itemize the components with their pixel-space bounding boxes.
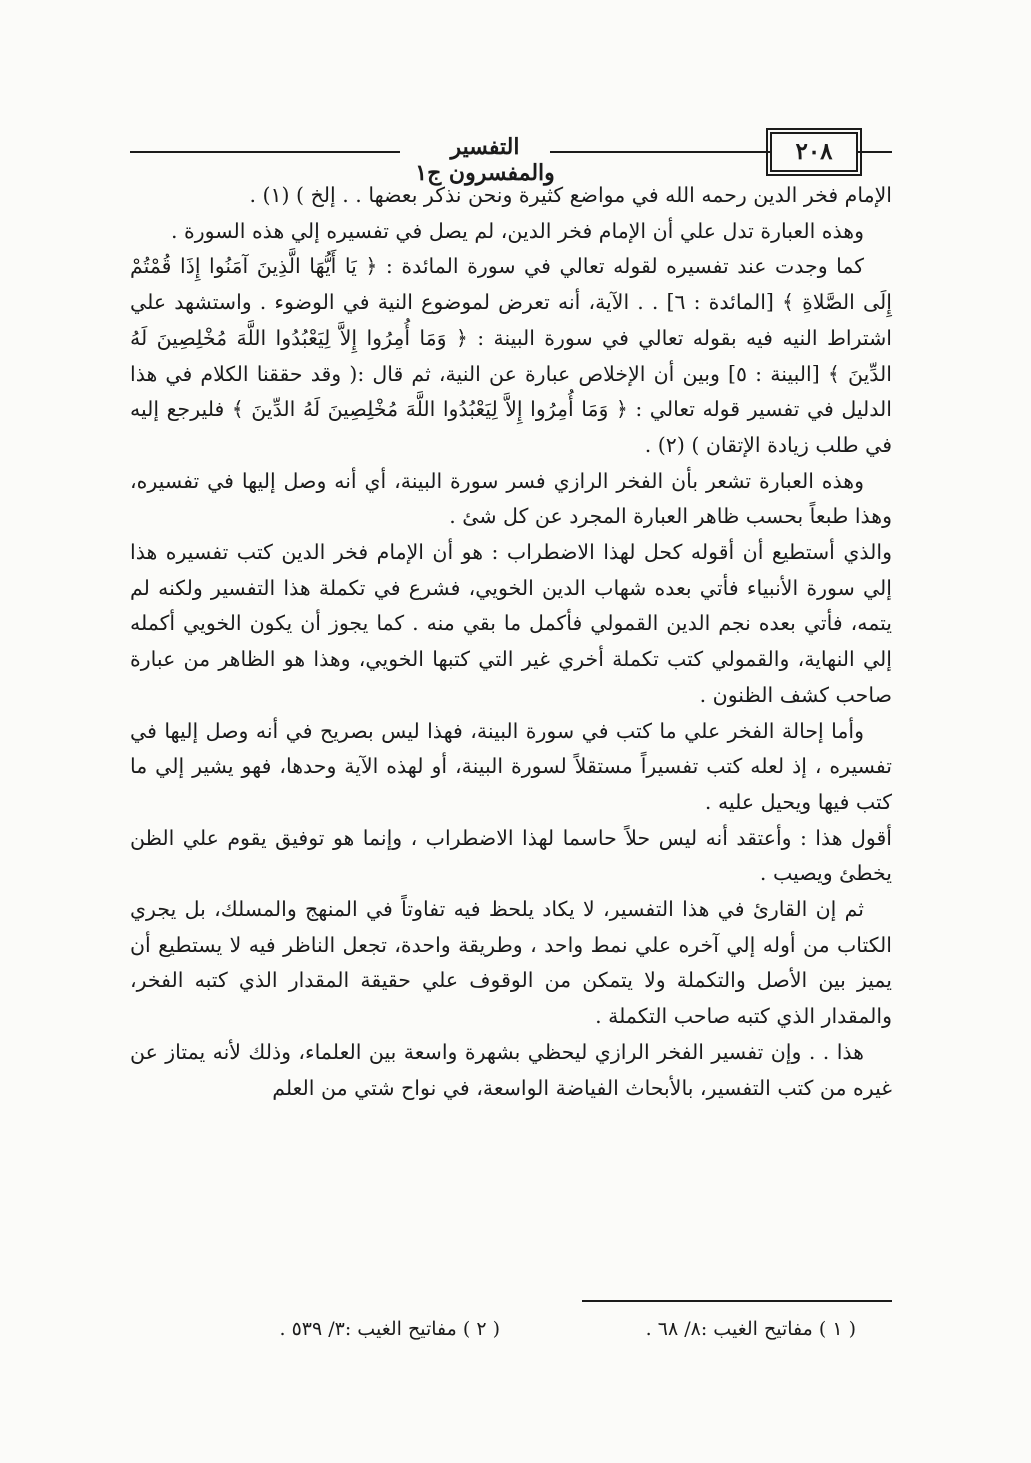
footnote-1: ( ١ ) مفاتيح الغيب :٨/ ٦٨ . bbox=[645, 1318, 856, 1340]
header-rule-right bbox=[860, 151, 892, 153]
book-page bbox=[130, 128, 892, 1378]
paragraph: وهذه العبارة تدل علي أن الإمام فخر الدين، لم يصل في تفسيره إلي هذه السورة . bbox=[170, 218, 864, 243]
paragraph: وأما إحالة الفخر علي ما كتب في سورة البينة، فهذا ليس بصريح في أنه وصل إليها في تفسيره ، إذ لعله كتب تفسيراً مستقلاً لسورة البينة، أو لهذه الآية وحدها، فهو يشير إلي ما كتب فيها ويحيل عليه . bbox=[130, 718, 892, 814]
paragraph: كما وجدت عند تفسيره لقوله تعالي في سورة المائدة : ﴿ يَا أَيُّهَا الَّذِينَ آمَنُوا إِذَا قُمْتُمْ إِلَى الصَّلاةِ ﴾ [المائدة : ٦] . . الآية، أنه تعرض لموضوع النية في الوضوء . واستشهد علي اشتراط النيه فيه بقوله تعالي في سورة البينة : ﴿ وَمَا أُمِرُوا إِلاَّ لِيَعْبُدُوا اللَّهَ مُخْلِصِينَ لَهُ الدِّينَ ﴾ [البينة : ٥] وبين أن الإخلاص عبارة عن النية، ثم قال :( وقد حققنا الكلام في هذا الدليل في تفسير قوله تعالي : ﴿ وَمَا أُمِرُوا إِلاَّ لِيَعْبُدُوا اللَّهَ مُخْلِصِينَ لَهُ الدِّينَ ﴾ فليرجع إليه في طلب زيادة الإتقان ) (٢) . bbox=[130, 254, 892, 457]
page-number: ٢٠٨ bbox=[770, 132, 858, 172]
paragraph: ثم إن القارئ في هذا التفسير، لا يكاد يلحظ فيه تفاوتاً في المنهج والمسلك، بل يجري الكتاب من أوله إلي آخره علي نمط واحد ، وطريقة واحدة، تجعل الناظر فيه لا يستطيع أن يميز بين الأصل والتكملة ولا يتمكن من الوقوف علي حقيقة المقدار الذي كتبه الفخر، والمقدار الذي كتبه صاحب التكملة . bbox=[130, 897, 892, 1029]
running-title: التفسير والمفسرون ج١ bbox=[400, 134, 570, 186]
paragraph: هذا . . وإن تفسير الفخر الرازي ليحظي بشهرة واسعة بين العلماء، وذلك لأنه يمتاز عن غيره من كتب التفسير، بالأبحاث الفياضة الواسعة، في نواح شتي من العلم bbox=[130, 1039, 892, 1100]
paragraph: وهذه العبارة تشعر بأن الفخر الرازي فسر سورة البينة، أي أنه وصل إليها في تفسيره، وهذا طبعاً بحسب ظاهر العبارة المجرد عن كل شئ . bbox=[130, 468, 892, 529]
running-header bbox=[130, 128, 892, 186]
header-rule-left bbox=[130, 151, 420, 153]
paragraph: والذي أستطيع أن أقوله كحل لهذا الاضطراب : هو أن الإمام فخر الدين كتب تفسيره هذا إلي سورة الأنبياء فأتي بعده شهاب الدين الخويي، فشرع في تكملة هذا التفسير ولكنه لم يتمه، فأتي بعده نجم الدين القمولي فأكمل ما بقي منه . كما يجوز أن يكون الخويي أكمله إلي النهاية، والقمولي كتب تكملة أخري غير التي كتبها الخويي، وهذا هو الظاهر من عبارة صاحب كشف الظنون . bbox=[130, 540, 892, 707]
paragraph: أقول هذا : وأعتقد أنه ليس حلاً حاسما لهذا الاضطراب ، وإنما هو توفيق يقوم علي الظن يخطئ ويصيب . bbox=[130, 825, 892, 886]
paragraph-continued: الإمام فخر الدين رحمه الله في مواضع كثيرة ونحن نذكر بعضها . . إلخ ) (١) . bbox=[249, 183, 892, 207]
body-text bbox=[130, 178, 892, 1106]
footnote-2: ( ٢ ) مفاتيح الغيب :٣/ ٥٣٩ . bbox=[279, 1318, 500, 1340]
footnote-divider bbox=[582, 1300, 892, 1302]
footnotes bbox=[130, 1318, 892, 1352]
